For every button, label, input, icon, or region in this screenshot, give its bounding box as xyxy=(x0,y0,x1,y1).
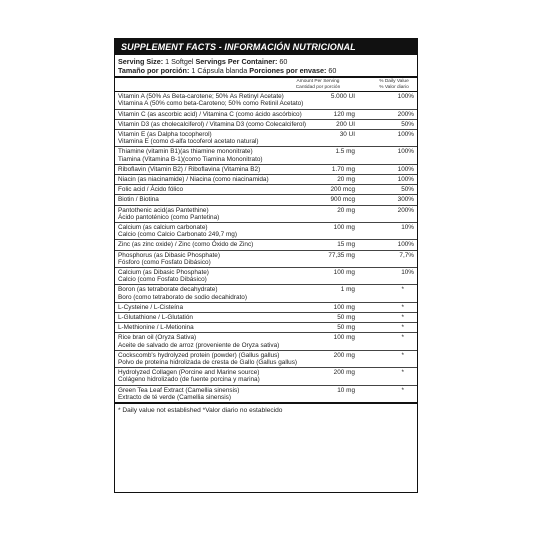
table-row xyxy=(115,322,417,332)
nutrient-name-en: Boron (as tetraborate decahydrate) xyxy=(118,286,218,294)
nutrient-name-en: Hydrolyzed Collagen (Porcine and Marine source) xyxy=(118,369,260,377)
table-row xyxy=(115,184,417,194)
nutrient-amount: 15 mg xyxy=(337,241,355,249)
nutrient-name xyxy=(118,286,296,300)
panel-title: SUPPLEMENT FACTS - INFORMACIÓN NUTRICIONAL xyxy=(115,39,417,55)
daily-value-column-header: % Daily Value % Valor diario xyxy=(379,79,409,90)
nutrient-amount: 100 mg xyxy=(333,224,355,232)
daily-value-percent: * xyxy=(401,334,404,342)
table-row xyxy=(115,91,417,108)
serving-size-value-es: 1 Cápsula blanda xyxy=(189,65,250,75)
daily-value-percent: * xyxy=(401,324,404,332)
serving-size-label: Serving Size: xyxy=(118,57,164,66)
nutrient-name-en: L-Glutathione / L-Glutatión xyxy=(118,314,193,322)
nutrient-name xyxy=(118,176,296,183)
nutrient-name-es: Vitamina A (50% como beta-Caroteno; 50% como Retinil Acetato) xyxy=(118,100,304,108)
nutrient-name-es: Calcio (como Calcio Carbonato 249,7 mg) xyxy=(118,231,237,239)
nutrient-name-en: Calcium (as Dibasic Phosphate) xyxy=(118,269,209,277)
nutrient-name-es: Boro (como tetraborato de sodio decahidrato) xyxy=(118,293,247,301)
nutrient-name-en: Thiamine (vitamin B1)(as thiamine mononitrate) xyxy=(118,148,253,156)
table-row xyxy=(115,312,417,322)
nutrient-name xyxy=(118,110,302,118)
nutrient-name-en: Vitamin C (as ascorbic acid) / Vitamina C (como ácido ascórbico) xyxy=(118,110,302,118)
table-row xyxy=(115,222,417,239)
table-row xyxy=(115,350,417,367)
table-row xyxy=(115,205,417,222)
nutrient-table xyxy=(115,91,417,402)
nutrient-amount: 100 mg xyxy=(333,303,355,311)
nutrient-name-en: Biotin / Biotina xyxy=(118,196,159,204)
table-row xyxy=(115,146,417,163)
serving-size-value: 1 Softgel xyxy=(163,57,196,66)
nutrient-name-en: Vitamin D3 (as cholecalciferol) / Vitamina D3 (como Colecalciferol) xyxy=(118,120,307,128)
nutrient-amount: 20 mg xyxy=(337,206,355,214)
nutrient-name-es: Ácido pantoténico (como Pantetina) xyxy=(118,213,220,221)
table-row xyxy=(115,239,417,249)
table-row xyxy=(115,385,417,402)
nutrient-name-en: Zinc (as zinc oxide) / Zinc (como Óxido de Zinc) xyxy=(118,241,254,249)
nutrient-amount: 5.000 UI xyxy=(330,93,355,101)
nutrient-name xyxy=(118,241,296,248)
nutrient-name xyxy=(118,324,296,331)
table-row xyxy=(115,302,417,312)
nutrient-amount: 50 mg xyxy=(337,314,355,322)
daily-value-percent: 100% xyxy=(397,148,414,156)
daily-value-percent: * xyxy=(401,351,404,359)
daily-value-percent: 200% xyxy=(397,110,414,118)
supplement-facts-panel xyxy=(114,38,418,493)
nutrient-name-es: Aceite de salvado de arroz (proveniente de Oryza sativa) xyxy=(118,341,280,349)
nutrient-name-es: Colágeno hidrolizado (de fuente porcina y marina) xyxy=(118,376,260,384)
nutrient-amount: 200 UI xyxy=(336,120,355,128)
nutrient-name-en: Phosphorus (as Dibasic Phosphate) xyxy=(118,251,220,259)
nutrient-name-es: Polvo de proteína hidrolizada de cresta de Gallo (Gallus gallus) xyxy=(118,359,298,367)
nutrient-name-en: L-Cysteine / L-Cisteína xyxy=(118,303,183,311)
nutrient-amount: 100 mg xyxy=(333,269,355,277)
nutrient-name-en: Green Tea Leaf Extract (Camellia sinensis) xyxy=(118,386,240,394)
nutrient-name-es: Extracto de té verde (Camellia sinensis) xyxy=(118,393,231,401)
column-headers xyxy=(115,76,417,91)
nutrient-name-en: Riboflavin (Vitamin B2) / Riboflavina (Vitamina B2) xyxy=(118,165,261,173)
nutrient-name xyxy=(118,387,296,401)
nutrient-name-es: Tiamina (Vitamina B-1)(como Tiamina Mononitrato) xyxy=(118,155,263,163)
servings-per-container-label-es: Porciones por envase: xyxy=(249,65,327,75)
nutrient-name xyxy=(118,93,304,108)
nutrient-amount: 1.5 mg xyxy=(335,148,355,156)
table-row xyxy=(115,332,417,349)
nutrient-name-en: Calcium (as calcium carbonate) xyxy=(118,224,208,232)
nutrient-name xyxy=(118,131,296,145)
table-row xyxy=(115,129,417,146)
table-row xyxy=(115,119,417,129)
table-row xyxy=(115,267,417,284)
daily-value-percent: * xyxy=(401,386,404,394)
nutrient-name xyxy=(118,252,296,266)
nutrient-amount: 77,35 mg xyxy=(328,251,355,259)
nutrient-amount: 900 mcg xyxy=(330,196,355,204)
nutrient-name xyxy=(118,166,296,173)
nutrient-name xyxy=(118,269,296,283)
daily-value-percent: * xyxy=(401,286,404,294)
nutrient-name xyxy=(118,352,296,366)
servings-per-container-label: Servings Per Container: xyxy=(195,57,278,66)
nutrient-amount: 10 mg xyxy=(337,386,355,394)
nutrient-amount: 200 mg xyxy=(333,369,355,377)
table-row xyxy=(115,174,417,184)
nutrient-name xyxy=(118,148,296,162)
table-row xyxy=(115,194,417,204)
nutrient-amount: 200 mcg xyxy=(330,186,355,194)
nutrient-name xyxy=(118,369,296,383)
nutrient-name xyxy=(118,334,296,348)
nutrient-name-en: Pantothenic acid(as Pantethine) xyxy=(118,206,209,214)
nutrient-amount: 50 mg xyxy=(337,324,355,332)
serving-size-line-es xyxy=(118,67,414,76)
daily-value-percent: 100% xyxy=(397,176,414,184)
table-row xyxy=(115,109,417,119)
nutrient-amount: 1.70 mg xyxy=(331,165,355,173)
nutrient-amount: 1 mg xyxy=(340,286,355,294)
nutrient-amount: 200 mg xyxy=(333,351,355,359)
daily-value-percent: 50% xyxy=(401,120,414,128)
daily-value-percent: 10% xyxy=(401,224,414,232)
daily-value-percent: 10% xyxy=(401,269,414,277)
nutrient-name-es: Calcio (como Fosfato Dibásico) xyxy=(118,276,207,284)
table-row xyxy=(115,367,417,384)
nutrient-name-en: Vitamin A (50% As Beta-carotene; 50% As Retinyl Acetate) xyxy=(118,93,284,101)
nutrient-name-en: Niacin (as niacinamide) / Niacina (como niacinamida) xyxy=(118,176,269,184)
nutrient-name-en: L-Methionine / L-Metionina xyxy=(118,324,194,332)
nutrient-name-en: Rice bran oil (Oryza Sativa) xyxy=(118,334,197,342)
daily-value-percent: * xyxy=(401,369,404,377)
nutrient-name-en: Folic acid / Ácido fólico xyxy=(118,186,183,194)
servings-per-container-value: 60 xyxy=(277,57,288,66)
daily-value-percent: * xyxy=(401,303,404,311)
table-row xyxy=(115,250,417,267)
table-row xyxy=(115,284,417,301)
nutrient-name-en: Cockscomb's hydrolyzed protein (powder) (Gallus gallus) xyxy=(118,351,280,359)
nutrient-amount: 120 mg xyxy=(333,110,355,118)
servings-per-container-value-es: 60 xyxy=(326,65,337,75)
serving-size-label-es: Tamaño por porción: xyxy=(118,65,190,75)
nutrient-name xyxy=(118,196,296,203)
daily-value-percent: 300% xyxy=(397,196,414,204)
daily-value-percent: 100% xyxy=(397,241,414,249)
nutrient-amount: 20 mg xyxy=(337,176,355,184)
daily-value-percent: 50% xyxy=(401,186,414,194)
daily-value-percent: 100% xyxy=(397,131,414,138)
nutrient-name xyxy=(118,207,296,221)
daily-value-percent: 100% xyxy=(397,165,414,173)
footnote: * Daily value not established *Valor diario no establecido xyxy=(115,402,417,418)
daily-value-percent: * xyxy=(401,314,404,322)
nutrient-name-es: Fósforo (como Fosfato Dibásico) xyxy=(118,258,211,266)
nutrient-name xyxy=(118,224,296,238)
nutrient-name-es: Vitamina E (como d-alfa tocoferol acetato natural) xyxy=(118,138,259,146)
nutrient-name xyxy=(118,120,307,128)
daily-value-percent: 200% xyxy=(397,206,414,214)
nutrient-name-en: Vitamin E (as Dalpha tocopherol) xyxy=(118,131,212,138)
serving-info xyxy=(115,55,417,76)
amount-column-header: Amount Per Serving Cantidad por porción xyxy=(295,79,341,90)
table-row xyxy=(115,164,417,174)
nutrient-amount: 30 UI xyxy=(339,131,355,138)
nutrient-amount: 100 mg xyxy=(333,334,355,342)
nutrient-name xyxy=(118,186,296,193)
nutrient-name xyxy=(118,314,296,321)
daily-value-percent: 7,7% xyxy=(399,251,414,259)
nutrient-name xyxy=(118,304,296,311)
daily-value-percent: 100% xyxy=(397,93,414,101)
